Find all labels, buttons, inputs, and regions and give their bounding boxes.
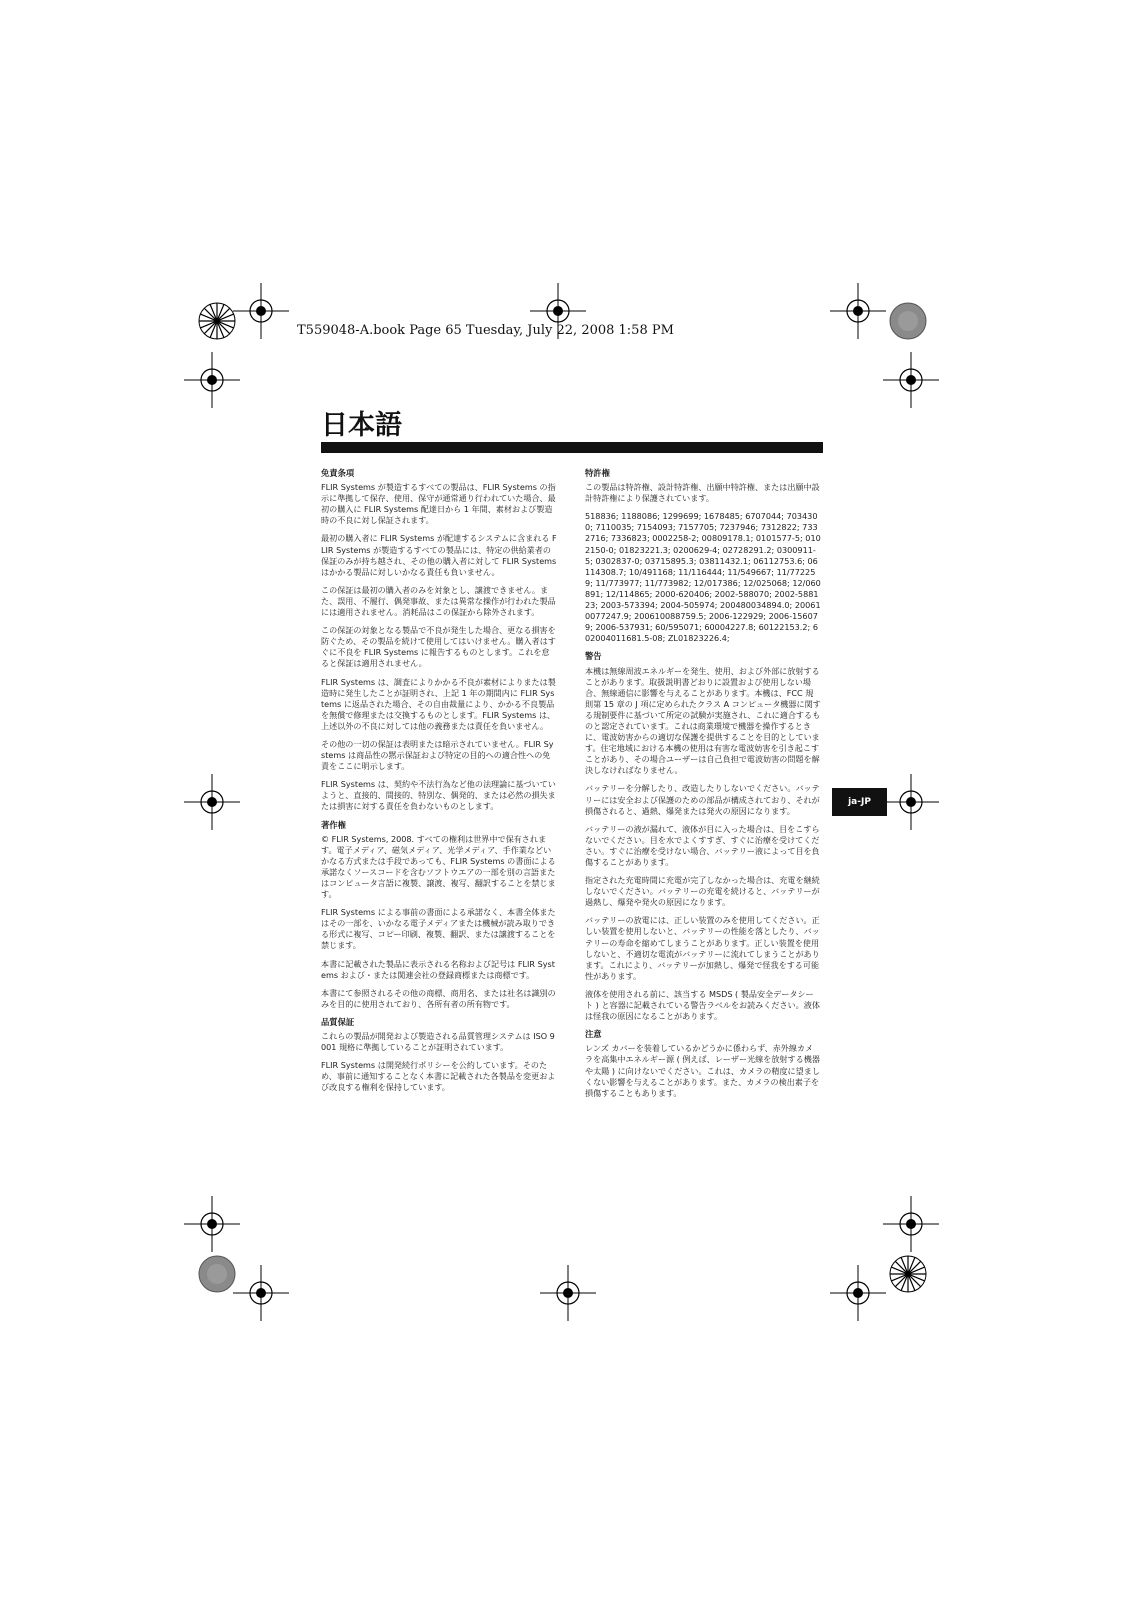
copyright-paragraph: © FLIR Systems, 2008. すべての権利は世界中で保有されます。電子メディア、磁気メディア、光学メディア、手作業などいかなる方式または手段であっても、FLIR Systems の書面による承諾なくソースコードを含むソフトウエアの一部を別の言語またはコンピュータ言語に複製、譲渡、複写、翻訳することを禁じます。 — [321, 833, 556, 900]
warranty-paragraph: FLIR Systems は、調査によりかかる不良が素材によりまたは製造時に発生したことが証明され、上記 1 年の期間内に FLIR Systems に返品された場合、その自由裁量により、かかる不良製品を無償で修理または交換するものとします。FLIR Systems は、上述以外の不良に対しては他の義務または責任を負いません。 — [321, 676, 556, 731]
copyright-heading: 著作権 — [321, 819, 346, 830]
warning-paragraph: バッテリーの液が漏れて、液体が目に入った場合は、目をこすらないでください。目を水でよくすすぎ、すぐに治療を受けてください。すぐに治療を受けない場合、バッテリー液によって目を負傷することがあります。 — [585, 823, 820, 867]
quality-section — [321, 1017, 557, 1094]
registration-mark-middle-left — [184, 774, 240, 830]
patents-heading: 特許権 — [585, 468, 610, 478]
registration-mark-top-right — [830, 283, 886, 339]
warranty-paragraph: この保証は最初の購入者のみを対象とし、譲渡できません。また、誤用、不履行、偶発事故、または異常な操作が行われた製品には適用されません。消耗品はこの保証から除外されます。 — [321, 584, 556, 618]
patent-numbers: 518836; 1188086; 1299699; 1678485; 6707044; 7034300; 7110035; 7154093; 7157705; 7237946; 7312822; 7332716; 7336823; 0002258-2; 00809178.1; 0101577-5; 0102150-0; 01823221.3; 0200629-4; 02728291.2; 0300911-5; 0302837-0; 03715895.3; 03811432.1; 06112753.6; 06114308.7; 10/491168; 11/116444; 11/549667; 11/772259; 11/773977; 11/773982; 12/017386; 12/025068; 12/060891; 12/114865; 2000-620406; 2002-588070; 2002-588123; 2003-573394; 2004-505974; 200480034894.0; 200610077247.9; 200610088759.5; 2006-122929; 2006-156079; 2006-537931; 60/595071; 60004227.8; 60122153.2; 602004011681.5-08; ZL01823226.4; — [585, 511, 821, 644]
left-column — [321, 468, 557, 1101]
warranty-section — [321, 468, 557, 813]
warranty-paragraph: FLIR Systems が製造するすべての製品は、FLIR Systems の指示に準拠して保存、使用、保守が通常通り行われていた場合、最初の購入に FLIR Systems 配達日から 1 年間、素材および製造時の不良に対し保証されます。 — [321, 482, 556, 526]
warning-paragraph: 液体を使用される前に、該当する MSDS ( 製品安全データシート ) と容器に記載されている警告ラベルをお読みください。液体は怪我の原因になることがあります。 — [585, 988, 820, 1022]
warning-paragraph: バッテリーの放電には、正しい装置のみを使用してください。正しい装置を使用しないと、バッテリーの性能を落としたり、バッテリーの寿命を縮めてしまうことがあります。正しい装置を使用しないと、不適切な電流がバッテリーに流れてしまうことがあります。これにより、バッテリーが加熱し、爆発で怪我をする可能性があります。 — [585, 915, 820, 981]
gray-calibration-disk-bottom-left — [197, 1254, 237, 1294]
copyright-paragraph: FLIR Systems による事前の書面による承諾なく、本書全体またはその一部を、いかなる電子メディアまたは機械が読み取りできる形式に複写、コピー印刷、複製、翻訳、または譲渡することを禁じます。 — [321, 907, 556, 951]
starburst-disk-bottom-right — [888, 1254, 928, 1294]
copyright-section — [321, 820, 557, 1010]
registration-mark-upper-right — [883, 352, 939, 408]
caution-section — [585, 1029, 821, 1099]
registration-mark-top-left — [233, 283, 289, 339]
quality-paragraph: これらの製品が開発および製造される品質管理システムは ISO 9001 規格に準拠していることが証明されています。 — [321, 1031, 555, 1053]
registration-mark-bottom-center — [540, 1265, 596, 1321]
warranty-paragraph: 最初の購入者に FLIR Systems が配達するシステムに含まれる FLIR Systems が製造するすべての製品には、特定の供給業者の保証のみが持ち越され、その他の購入者に対して FLIR Systems はかかる製品に対しいかなる責任も負いません。 — [321, 533, 557, 577]
caution-heading: 注意 — [585, 1029, 602, 1040]
warranty-heading: 免責条項 — [321, 468, 355, 478]
warning-paragraph: 指定された充電時間に充電が完了しなかった場合は、充電を継続しないでください。バッテリーの充電を続けると、バッテリーが過熱し、爆発や発火の原因になります。 — [585, 875, 820, 908]
starburst-disk-top-left — [197, 301, 237, 341]
warning-heading: 警告 — [585, 651, 602, 662]
warning-paragraph: 本機は無線周波エネルギーを発生、使用、および外部に放射することがあります。取扱説明書どおりに設置および使用しない場合、無線通信に影響を与えることがあります。本機は、FCC 規則第 15 章の J 項に定められたクラス A コンピュータ機器に関する規制要件に基づいて所定の試験が実施され、これに適合するものと認定されています。これは商業環境で機器を操作するときに、電波妨害からの適切な保護を提供することを目的としています。住宅地域における本機の使用は有害な電波妨害を引き起こすことがあり、その場合ユーザーは自己負担で電波妨害の問題を解決しなければなりません。 — [585, 665, 821, 776]
registration-mark-middle-right — [883, 774, 939, 830]
quality-heading: 品質保証 — [321, 1016, 355, 1027]
book-header: T559048-A.book Page 65 Tuesday, July 22, 2008 1:58 PM — [297, 323, 674, 338]
registration-mark-upper-left — [184, 352, 240, 408]
warning-section — [585, 651, 821, 1022]
warranty-paragraph: その他の一切の保証は表明または暗示されていません。FLIR Systems は商品性の黙示保証および特定の目的への適合性への免責をここに明示します。 — [321, 738, 554, 772]
registration-mark-bottom-left — [233, 1265, 289, 1321]
right-column — [585, 468, 821, 1106]
patents-section — [585, 468, 821, 644]
language-tab: ja-JP — [832, 788, 887, 816]
quality-paragraph: FLIR Systems は開発続行ポリシーを公約しています。そのため、事前に通知することなく本書に記載された各製品を変更および改良する権利を保持しています。 — [321, 1060, 556, 1093]
patents-paragraph: この製品は特許権、設計特許権、出願中特許権、または出願中設計特許権により保護されています。 — [585, 482, 820, 504]
copyright-paragraph: 本書にて参照されるその他の商標、商用名、または社名は識別のみを目的に使用されており、各所有者の所有物です。 — [321, 987, 556, 1009]
registration-mark-bottom-right — [830, 1265, 886, 1321]
warning-paragraph: バッテリーを分解したり、改造したりしないでください。バッテリーには安全および保護のための部品が構成されており、それが損傷されると、過熱、爆発または発火の原因になります。 — [585, 783, 820, 816]
warranty-paragraph: この保証の対象となる製品で不良が発生した場合、更なる損害を防ぐため、その製品を続けて使用してはいけません。購入者はすぐに不良を FLIR Systems に報告するものとします。これを怠ると保証は適用されません。 — [321, 625, 556, 669]
caution-paragraph: レンズ カバーを装着しているかどうかに係わらず、赤外線カメラを高集中エネルギー源 ( 例えば、レーザー光線を放射する機器や太陽 ) に向けないでください。これは、カメラの精度に望ましくない影響を与えることがあります。また、カメラの検出素子を損傷することもあります。 — [585, 1043, 820, 1098]
page-title: 日本語 — [321, 410, 402, 441]
title-rule — [321, 442, 823, 453]
copyright-paragraph: 本書に記載された製品に表示される名称および記号は FLIR Systems および・または関連会社の登録商標または商標です。 — [321, 958, 555, 980]
registration-mark-lower-left — [184, 1196, 240, 1252]
warranty-paragraph: FLIR Systems は、契約や不法行為など他の法理論に基づいていようと、直接的、間接的、特別な、偶発的、または必然の損失または損害に対する責任を負わないものとします。 — [321, 779, 556, 812]
gray-calibration-disk-top-right — [888, 301, 928, 341]
registration-mark-lower-right — [883, 1196, 939, 1252]
